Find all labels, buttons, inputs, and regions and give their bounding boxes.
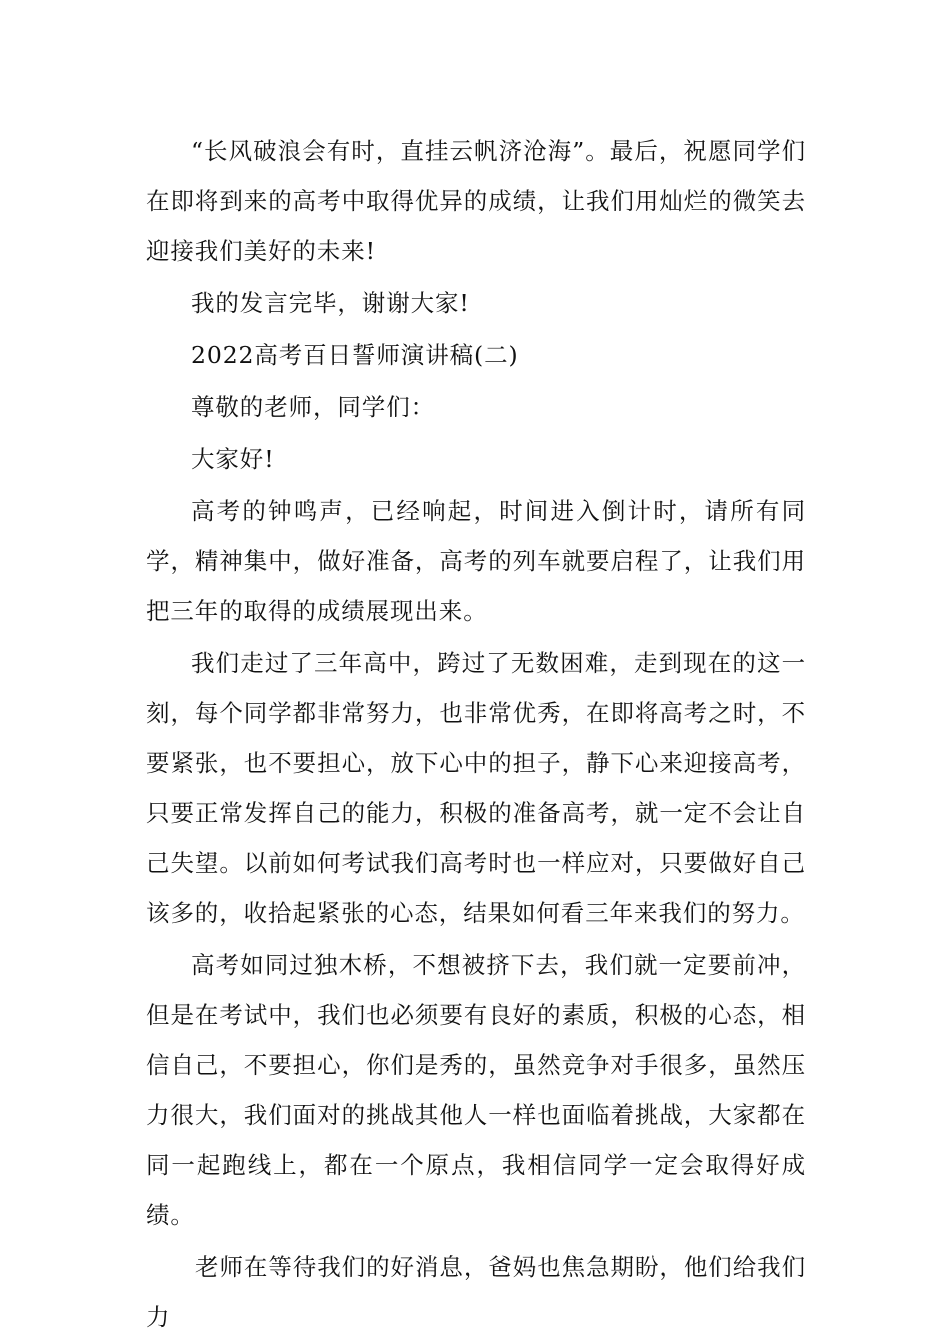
salutation: 尊敬的老师，同学们：	[191, 393, 435, 421]
paragraph-three-years: 我们走过了三年高中，跨过了无数困难，走到现在的这一刻，每个同学都非常努力，也非常优秀，在即将高考之时，不要紧张，也不要担心，放下心中的担子，静下心来迎接高考，只要正常发挥自己的能力，积极的准备高考，就一定不会让自己失望。以前如何考试我们高考时也一样应对，只要做好自己该多的，收拾起紧张的心态，结果如何看三年来我们的努力。	[146, 649, 806, 927]
document-body	[146, 126, 806, 1344]
paragraph-closing-wish: “长风破浪会有时，直挂云帆济沧海”。最后，祝愿同学们在即将到来的高考中取得优异的成绩，让我们用灿烂的微笑去迎接我们美好的未来!	[146, 137, 806, 265]
paragraph-exam-bell: 高考的钟鸣声，已经响起，时间进入倒计时，请所有同学，精神集中，做好准备，高考的列车就要启程了，让我们用把三年的取得的成绩展现出来。	[146, 497, 806, 625]
paragraph-teachers-waiting: 老师在等待我们的好消息，爸妈也焦急期盼，他们给我们力	[146, 1253, 806, 1331]
greeting: 大家好!	[191, 445, 275, 473]
paragraph-single-log-bridge: 高考如同过独木桥，不想被挤下去，我们就一定要前冲，但是在考试中，我们也必须要有良好的素质，积极的心态，相信自己，不要担心，你们是秀的，虽然竞争对手很多，虽然压力很大，我们面对的挑战其他人一样也面临着挑战，大家都在同一起跑线上，都在一个原点，我相信同学一定会取得好成绩。	[146, 951, 806, 1229]
section-title: 2022高考百日誓师演讲稿(二)	[191, 341, 519, 369]
paragraph-speech-end: 我的发言完毕，谢谢大家!	[191, 289, 470, 317]
